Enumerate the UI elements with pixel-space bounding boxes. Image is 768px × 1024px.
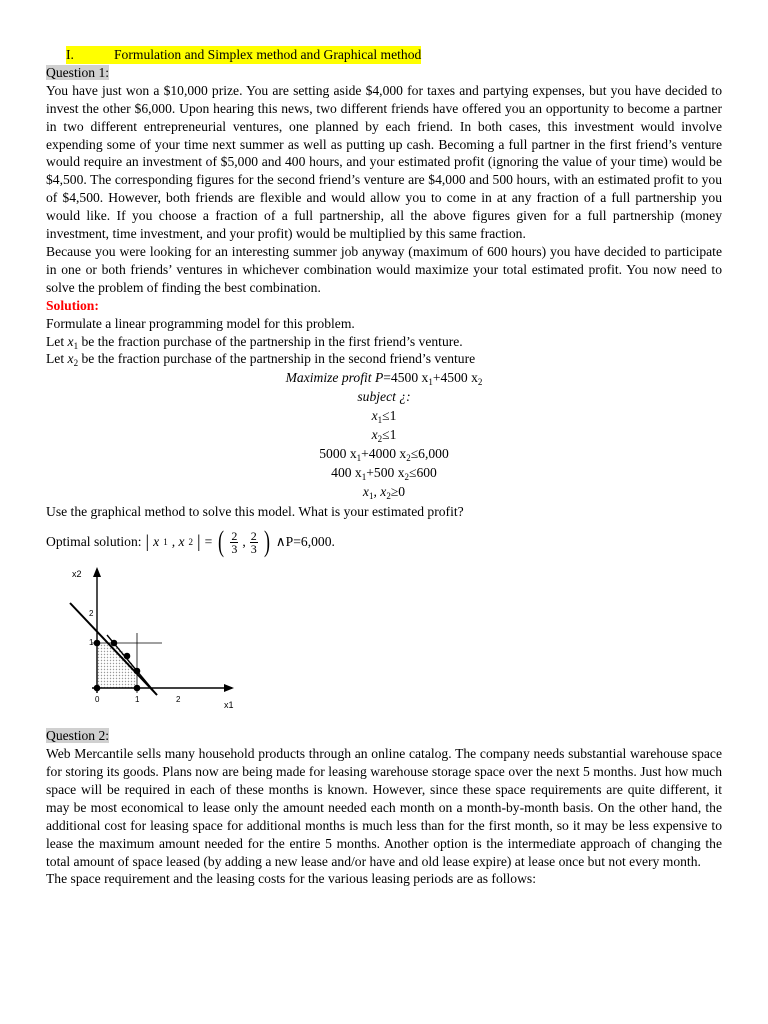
question-2-paragraph-2: The space requirement and the leasing costs for the various leasing periods are as follows: xyxy=(46,871,536,887)
lp-model xyxy=(46,368,722,501)
feasible-region xyxy=(97,643,137,688)
y-axis-arrow xyxy=(93,567,101,577)
question-1-label-text: Question 1: xyxy=(46,64,110,80)
c3-term-1: 5000 x xyxy=(319,446,357,462)
frac-1-den: 3 xyxy=(231,541,238,556)
solution-label: Solution: xyxy=(46,297,99,313)
c1-rhs: ≤1 xyxy=(382,408,397,424)
let-x2-var: x xyxy=(67,351,74,367)
let-x2-sub: 2 xyxy=(73,358,79,369)
paren-open: ( xyxy=(218,525,225,559)
let-x2-line xyxy=(46,350,722,368)
vertex-a xyxy=(111,640,118,647)
c5-sub-2: 2 xyxy=(386,491,391,502)
constraint-2 xyxy=(46,425,722,444)
question-2-paragraph-1: Web Mercantile sells many household products through an online catalog. The company needs substantial warehouse space for storing its goods. Plans now are being made for leasing warehouse storage space over the next 5 months. Just how much space will be required in each of these months is known. However, since these space requirements are quite different, it may be most economical to lease only the amount needed each month on a month-by-month basis. On the other hand, the additional cost for leasing space for additional months is much less than for the first month, so it may be less expensive to lease the maximum amount needed for the entire 5 months. Another option is the intermediate approach of changing the total amount of space leased (by adding a new lease and/or have and old lease expire) at lease once but not every month. xyxy=(46,746,722,869)
optimal-var-1: x xyxy=(153,534,160,550)
constraint-1 xyxy=(46,406,722,425)
vertex-0-1 xyxy=(94,640,101,647)
c5-var-2: , x xyxy=(373,484,387,500)
let-x2-text: be the fraction purchase of the partnership in the second friend’s venture xyxy=(78,351,476,367)
let-x1-line xyxy=(46,333,722,351)
fraction-1 xyxy=(230,530,238,555)
c1-sub: 1 xyxy=(377,415,383,426)
vertex-1-0 xyxy=(134,685,141,692)
frac-comma: , xyxy=(242,534,246,550)
tick-x-1: 1 xyxy=(135,695,140,705)
vertex-c xyxy=(134,668,141,675)
optimal-abs-close: | xyxy=(197,531,201,552)
tick-0: 0 xyxy=(95,695,100,705)
vertex-b xyxy=(124,653,131,660)
c4-term-1: 400 x xyxy=(331,465,362,481)
constraint-5 xyxy=(46,482,722,501)
vertex-origin xyxy=(94,685,101,692)
c5-rhs: ≥0 xyxy=(390,484,406,500)
let-x1-prefix: Let xyxy=(46,333,68,349)
c2-rhs: ≤1 xyxy=(382,427,397,443)
objective-function xyxy=(46,368,722,387)
fraction-2 xyxy=(250,530,258,555)
question-1-label xyxy=(46,64,722,82)
frac-1-num: 2 xyxy=(231,528,238,543)
subject-to: subject ¿: xyxy=(357,389,411,405)
let-x1-text: be the fraction purchase of the partnership in the first friend’s venture. xyxy=(78,333,463,349)
question-1-paragraph-1: You have just won a $10,000 prize. You are setting aside $4,000 for taxes and partying expenses, but you have decided to invest the other $6,000. Upon hearing this news, two different friends have offered you an opportunity to become a partner in two different entrepreneurial ventures, one planned by each friend. In both cases, this investment would involve expending some of your time next summer as well as putting up cash. Becoming a full partner in the first friend’s venture would require an investment of $5,000 and 400 hours, and your estimated profit (ignoring the value of your time) would be $4,500. The corresponding figures for the second friend’s venture are $4,000 and 500 hours, with an estimated profit to you of $4,500. However, both friends are flexible and would allow you to come in at any fraction of a full partnership you would like. If you choose a fraction of a full partnership, all the above figures given for a full partnership (money investment, time investment, and your profit) would be multiplied by this same fraction. xyxy=(46,82,722,242)
section-roman: I. xyxy=(66,46,114,64)
formulate-line: Formulate a linear programming model for this problem. xyxy=(46,315,355,331)
objective-term-1: =4500 x xyxy=(383,370,429,386)
frac-2-den: 3 xyxy=(250,541,257,556)
frac-2-num: 2 xyxy=(250,528,257,543)
optimal-var-2: , x xyxy=(171,534,185,550)
feasible-region-graph xyxy=(52,563,252,713)
optimal-equals: = xyxy=(204,534,213,550)
c4-sub-1: 1 xyxy=(361,472,367,483)
objective-label: Maximize profit P xyxy=(285,370,384,386)
c2-var: x xyxy=(371,427,378,443)
tick-y-1: 1 xyxy=(89,638,94,648)
x-axis-arrow xyxy=(224,684,234,692)
document-page xyxy=(46,46,722,888)
y-axis-label: x2 xyxy=(72,569,82,580)
c4-rhs: ≤600 xyxy=(409,465,437,481)
question-2-label xyxy=(46,727,722,745)
tick-y-2: 2 xyxy=(89,609,94,619)
constraint-3 xyxy=(46,444,722,463)
c3-sub-1: 1 xyxy=(356,453,362,464)
c5-var-1: x xyxy=(362,484,369,500)
objective-sub-2: 2 xyxy=(477,377,483,388)
optimal-abs-open: | xyxy=(145,531,150,552)
section-title: Formulation and Simplex method and Graphical method xyxy=(114,47,422,62)
section-heading xyxy=(66,46,722,64)
tick-x-2: 2 xyxy=(176,695,181,705)
c1-var: x xyxy=(371,408,378,424)
x-axis-label: x1 xyxy=(224,700,234,711)
let-x1-sub: 1 xyxy=(73,340,79,351)
question-2-label-text: Question 2: xyxy=(46,728,110,744)
optimal-solution-line: Optimal solution: | x 1 , x 2 | = ( $\frac{2}{3}$ , $\frac{2}{3}$ ) ∧P=6,000. xyxy=(46,525,335,559)
c2-sub: 2 xyxy=(377,434,383,445)
c4-sub-2: 2 xyxy=(404,472,409,483)
constraint-4 xyxy=(46,463,722,482)
c3-sub-2: 2 xyxy=(406,453,411,464)
optimal-tail: ∧P=6,000. xyxy=(275,534,335,550)
objective-sub-1: 1 xyxy=(428,377,433,388)
graph-question: Use the graphical method to solve this model. What is your estimated profit? xyxy=(46,504,464,520)
question-1-paragraph-2: Because you were looking for an interesting summer job anyway (maximum of 600 hours) you have decided to participate in one or both friends’ ventures in whichever combination would maximize your total estimated profit. You now need to solve the problem of finding the best combination. xyxy=(46,243,722,295)
optimal-label: Optimal solution: xyxy=(46,534,142,550)
c5-sub-1: 1 xyxy=(368,491,374,502)
objective-term-2: +4500 x xyxy=(432,370,478,386)
let-x1-var: x xyxy=(67,333,74,349)
paren-close: ) xyxy=(263,525,270,559)
c3-term-2: +4000 x xyxy=(361,446,407,462)
c4-term-2: +500 x xyxy=(366,465,405,481)
c3-rhs: ≤6,000 xyxy=(410,446,449,462)
let-x2-prefix: Let xyxy=(46,351,68,367)
